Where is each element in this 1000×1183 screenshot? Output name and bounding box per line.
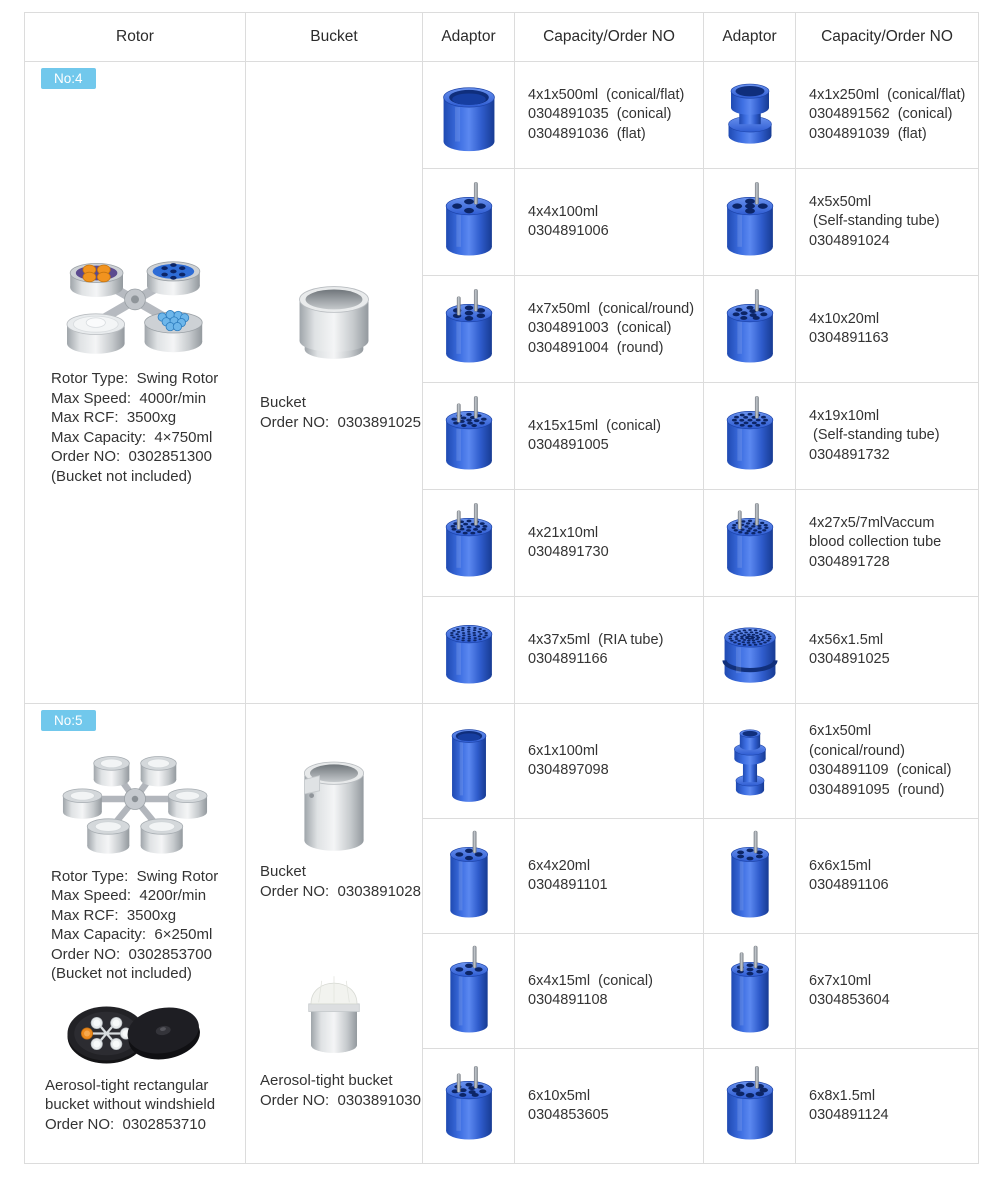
adaptor-icon-cell	[704, 819, 795, 933]
capacity-line: 4x21x10ml	[528, 524, 599, 541]
spec-line: Order NO: 0302853700	[51, 945, 212, 963]
capacity-line: 6x1x100ml	[528, 742, 599, 759]
capacity-line: 4x7x50ml (conical/round)	[528, 300, 695, 317]
adaptor-icon-cell	[704, 62, 795, 168]
bucket-label-line: Aerosol-tight bucket	[260, 1071, 393, 1089]
capacity-line: 6x10x5ml	[528, 1087, 591, 1104]
spec-line: Order NO: 0302851300	[51, 448, 212, 465]
capacity-line: 4x56x1.5ml	[809, 631, 884, 648]
capacity-line: 4x19x10ml	[809, 407, 880, 424]
column-header-rotor: Rotor	[25, 13, 245, 61]
adaptor-6-holes-tall-image	[711, 829, 789, 922]
capacity-line: 0304891003 (conical)	[528, 320, 672, 337]
adaptor-icon-cell	[423, 934, 514, 1048]
aerosol-rotor-image	[60, 990, 210, 1074]
capacity-cell	[796, 597, 978, 703]
spec-line: (Bucket not included)	[51, 965, 192, 983]
capacity-line: 0304891106	[809, 877, 889, 893]
capacity-line: 0304891025	[809, 651, 890, 667]
adaptor-4-holes-image	[430, 179, 508, 265]
capacity-line: 0304891101	[528, 877, 608, 893]
adaptor-icon-cell	[704, 276, 795, 382]
adaptor-56-holes-image	[711, 607, 789, 693]
capacity-cell	[515, 819, 703, 933]
capacity-cell	[796, 819, 978, 933]
capacity-line: (Self-standing tube)	[809, 213, 940, 230]
capacity-line: 0304891095 (round)	[809, 781, 945, 798]
capacity-line: 4x15x15ml (conical)	[528, 417, 661, 434]
capacity-line: 6x8x1.5ml	[809, 1087, 876, 1104]
bucket-label-line: Order NO: 0303891025	[260, 414, 421, 432]
adaptor-15-holes-image	[430, 393, 508, 479]
capacity-cell	[796, 62, 978, 168]
rotor-number-badge: No:4	[41, 68, 96, 89]
capacity-cell	[515, 490, 703, 596]
adaptor-19-holes-image	[711, 393, 789, 479]
adaptor-icon-cell	[423, 704, 514, 818]
adaptor-27-holes-image	[711, 500, 789, 586]
capacity-line: 0304891562 (conical)	[809, 106, 953, 123]
adaptor-icon-cell	[704, 383, 795, 489]
capacity-line: 0304891036 (flat)	[528, 125, 646, 142]
capacity-line: 4x27x5/7mlVaccum	[809, 514, 935, 531]
adaptor-4-holes-tall-image	[430, 829, 508, 922]
adaptor-open-cup-image	[430, 72, 508, 158]
capacity-line: 0304891004 (round)	[528, 339, 664, 356]
capacity-cell	[515, 704, 703, 818]
capacity-line: 0304891166	[528, 651, 608, 667]
adaptor-10-holes-image	[430, 1063, 508, 1149]
bucket-label-line: Bucket	[260, 394, 306, 412]
spec-line: Max Speed: 4000r/min	[51, 389, 207, 407]
capacity-cell	[796, 490, 978, 596]
adaptor-7-holes-image	[430, 286, 508, 372]
capacity-line: 6x4x15ml (conical)	[528, 972, 653, 989]
adaptor-icon-cell	[704, 169, 795, 275]
adaptor-icon-cell	[423, 62, 514, 168]
adaptor-37-holes-image	[430, 607, 508, 693]
capacity-cell	[515, 276, 703, 382]
catalog-table	[24, 12, 979, 1164]
column-header-adaptor-2: Adaptor	[704, 13, 795, 61]
capacity-line: 4x37x5ml (RIA tube)	[528, 631, 664, 648]
adaptor-open-cup-tall-image	[430, 714, 508, 807]
capacity-line: 4x5x50ml	[809, 193, 872, 210]
capacity-line: 0304891124	[809, 1107, 889, 1123]
bucket-label	[246, 1071, 422, 1111]
capacity-line: 4x4x100ml	[528, 203, 599, 220]
round-bucket-image	[278, 265, 390, 364]
capacity-cell	[515, 169, 703, 275]
adaptor-spool-image	[712, 73, 788, 157]
spec-line: Max Capacity: 4×750ml	[51, 428, 213, 446]
capacity-line: 6x1x50ml (conical/round)	[809, 723, 905, 759]
swing-rotor-4-buckets-image	[51, 241, 219, 361]
adaptor-spool-tall-image	[714, 718, 786, 804]
capacity-line: 0304891006	[528, 223, 609, 239]
bucket-label-line: Bucket	[260, 863, 306, 880]
adaptor-icon-cell	[423, 169, 514, 275]
capacity-line: 6x7x10ml	[809, 972, 872, 989]
capacity-cell	[796, 383, 978, 489]
column-header-adaptor-1: Adaptor	[423, 13, 514, 61]
adaptor-icon-cell	[423, 276, 514, 382]
adaptor-icon-cell	[423, 383, 514, 489]
capacity-cell	[796, 276, 978, 382]
capacity-line: 0304891035 (conical)	[528, 106, 672, 123]
spec-line: Max Speed: 4200r/min	[51, 887, 207, 905]
aerosol-tight-bucket-image	[288, 964, 380, 1064]
round-bucket-tall-image	[286, 746, 382, 858]
spec-line: Rotor Type: Swing Rotor	[51, 370, 219, 387]
capacity-line: 0304891109 (conical)	[809, 762, 952, 778]
bucket-label-line: Order NO: 0303891030	[260, 1091, 421, 1109]
adaptor-21-holes-image	[430, 500, 508, 586]
capacity-line: 0304891732	[809, 446, 890, 463]
capacity-cell	[515, 597, 703, 703]
rotor-cell	[25, 62, 245, 703]
rotor-number-badge: No:5	[41, 710, 96, 731]
column-header-capacity-2: Capacity/Order NO	[796, 13, 978, 61]
adaptor-icon-cell	[423, 819, 514, 933]
column-header-capacity-1: Capacity/Order NO	[515, 13, 703, 61]
capacity-line: 0304891730	[528, 544, 609, 560]
spec-line: Max RCF: 3500xg	[51, 906, 177, 924]
capacity-cell	[796, 1049, 978, 1163]
caption-line: Aerosol-tight rectangular	[45, 1076, 209, 1094]
capacity-line: 0304891728	[809, 553, 890, 570]
bucket-label	[246, 393, 422, 433]
capacity-line: 0304853605	[528, 1107, 609, 1123]
capacity-line: (Self-standing tube)	[809, 427, 940, 444]
capacity-line: 0304891005	[528, 437, 609, 453]
bucket-cell	[246, 704, 422, 1163]
rotor-cell	[25, 704, 245, 1163]
capacity-line: 0304891163	[809, 330, 889, 346]
adaptor-5-holes-image	[711, 179, 789, 265]
adaptor-icon-cell	[704, 704, 795, 818]
capacity-cell	[796, 169, 978, 275]
adaptor-icon-cell	[704, 1049, 795, 1163]
spec-line: Max RCF: 3500xg	[51, 409, 177, 426]
caption-line: bucket without windshield	[45, 1096, 216, 1114]
swing-rotor-6-buckets-image	[50, 731, 220, 865]
caption-line: Order NO: 0302853710	[45, 1115, 206, 1133]
adaptor-icon-cell	[423, 1049, 514, 1163]
bucket-cell	[246, 62, 422, 703]
capacity-cell	[796, 704, 978, 818]
spec-line: (Bucket not included)	[51, 467, 192, 485]
capacity-line: 4x10x20ml	[809, 310, 880, 327]
capacity-cell	[515, 62, 703, 168]
capacity-cell	[515, 934, 703, 1048]
adaptor-icon-cell	[423, 597, 514, 703]
capacity-line: 0304891024	[809, 232, 890, 249]
capacity-cell	[515, 1049, 703, 1163]
adaptor-icon-cell	[704, 597, 795, 703]
capacity-line: blood collection tube	[809, 534, 942, 551]
bucket-label-line: Order NO: 0303891028	[260, 883, 421, 900]
rotor-specs	[51, 369, 218, 486]
adaptor-10-holes-image	[711, 286, 789, 372]
capacity-line: 0304891108	[528, 992, 608, 1008]
bucket-label	[246, 862, 422, 902]
capacity-line: 6x6x15ml	[809, 857, 872, 874]
adaptor-7-holes-tall-image	[711, 944, 789, 1037]
capacity-cell	[515, 383, 703, 489]
capacity-line: 4x1x500ml (conical/flat)	[528, 86, 685, 103]
capacity-line: 0304853604	[809, 992, 890, 1008]
aerosol-rotor-caption	[45, 1076, 215, 1135]
adaptor-icon-cell	[423, 490, 514, 596]
capacity-line: 6x4x20ml	[528, 857, 591, 874]
capacity-line: 0304897098	[528, 762, 609, 778]
adaptor-icon-cell	[704, 934, 795, 1048]
capacity-cell	[796, 934, 978, 1048]
adaptor-icon-cell	[704, 490, 795, 596]
spec-line: Max Capacity: 6×250ml	[51, 926, 213, 944]
column-header-bucket: Bucket	[246, 13, 422, 61]
rotor-specs	[51, 867, 218, 984]
adaptor-8-holes-image	[711, 1063, 789, 1149]
capacity-line: 0304891039 (flat)	[809, 125, 927, 142]
adaptor-4-holes-tall-image	[430, 944, 508, 1037]
spec-line: Rotor Type: Swing Rotor	[51, 867, 219, 885]
capacity-line: 4x1x250ml (conical/flat)	[809, 86, 966, 103]
